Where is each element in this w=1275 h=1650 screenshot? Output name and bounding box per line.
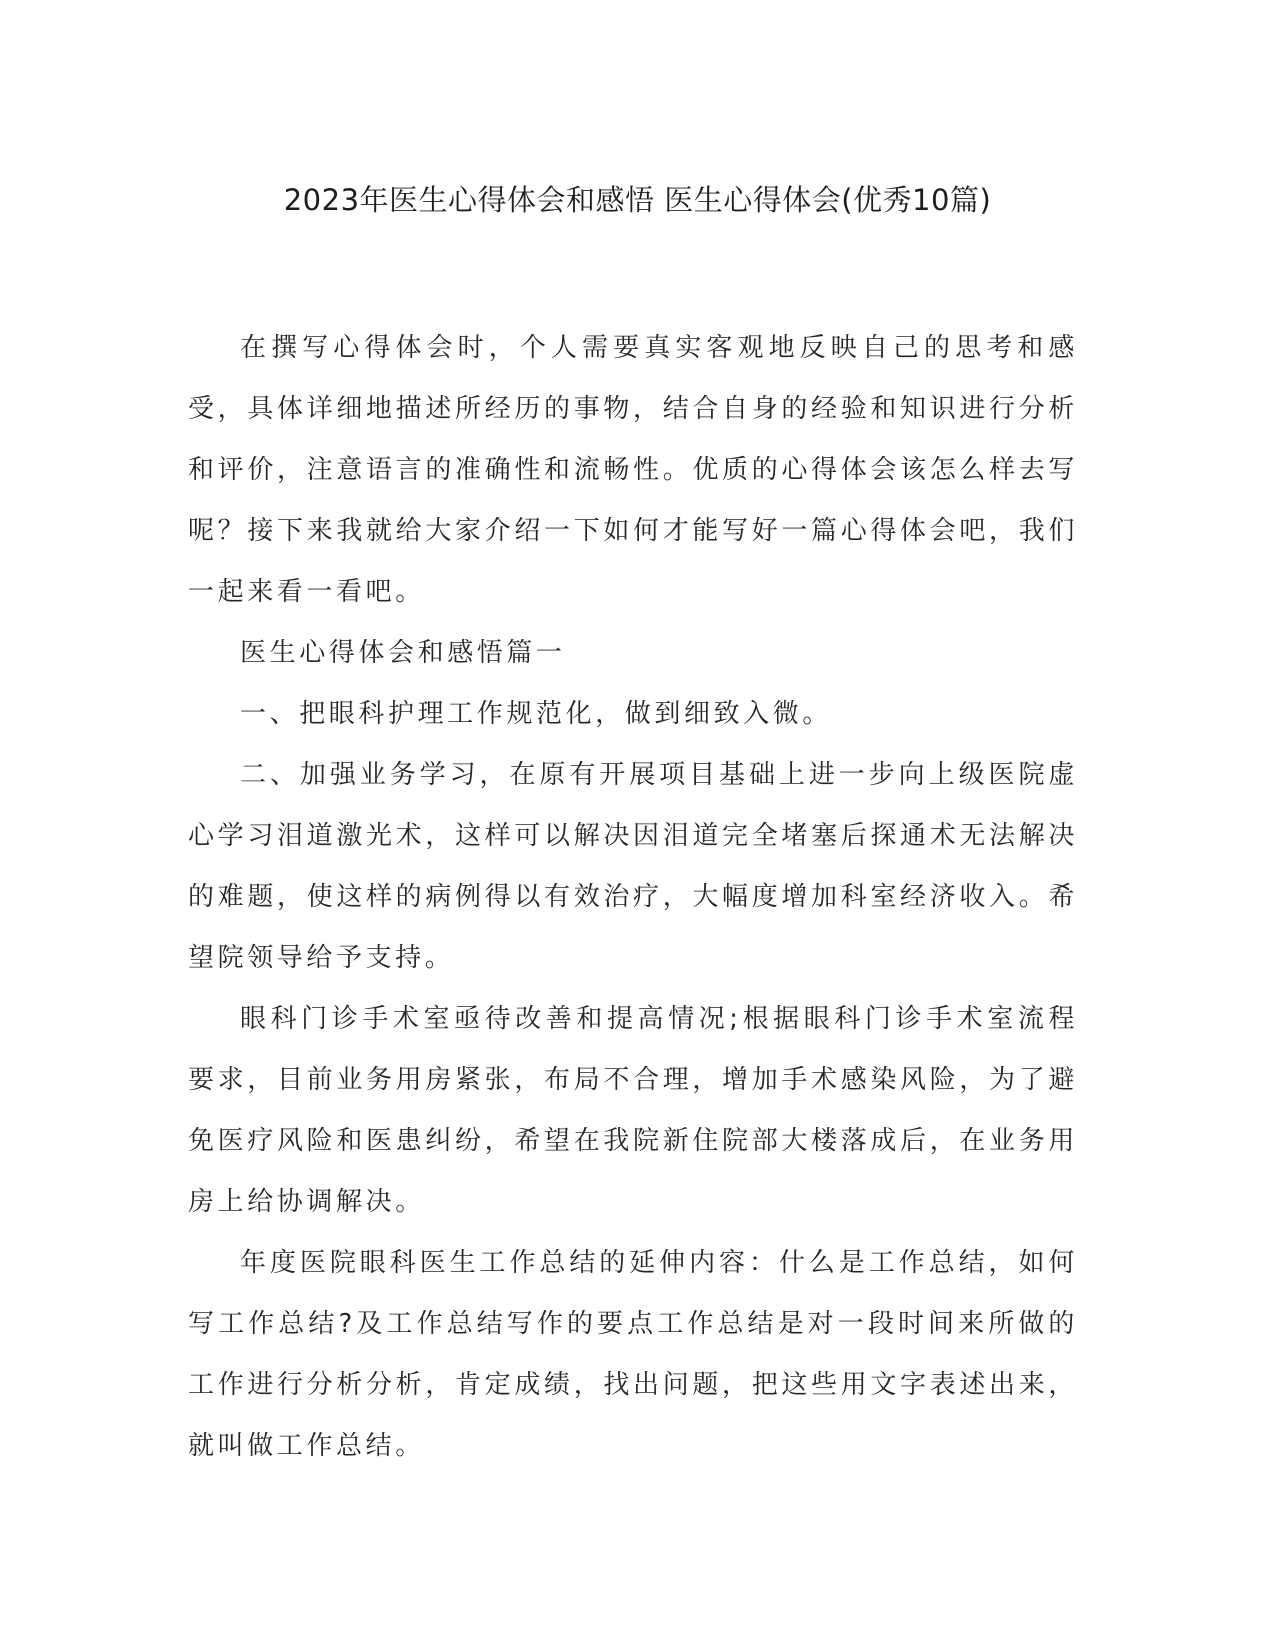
document-body	[188, 318, 1078, 1477]
paragraph-operating-room: 眼科门诊手术室亟待改善和提高情况;根据眼科门诊手术室流程要求，目前业务用房紧张，布局不合理，增加手术感染风险，为了避免医疗风险和医患纠纷，希望在我院新住院部大楼落成后，在业务用房上给协调解决。	[188, 1004, 1078, 1217]
paragraph-item-2: 二、加强业务学习，在原有开展项目基础上进一步向上级医院虚心学习泪道激光术，这样可以解决因泪道完全堵塞后探通术无法解决的难题，使这样的病例得以有效治疗，大幅度增加科室经济收入。希望院领导给予支持。	[188, 760, 1078, 973]
document-title: 2023年医生心得体会和感悟 医生心得体会(优秀10篇)	[283, 183, 992, 217]
section-heading: 医生心得体会和感悟篇一	[240, 638, 566, 668]
paragraph-extension: 年度医院眼科医生工作总结的延伸内容：什么是工作总结，如何写工作总结?及工作总结写作的要点工作总结是对一段时间来所做的工作进行分析分析，肯定成绩，找出问题，把这些用文字表述出来，就叫做工作总结。	[188, 1248, 1078, 1461]
paragraph-item-1: 一、把眼科护理工作规范化，做到细致入微。	[240, 699, 833, 729]
intro-paragraph: 在撰写心得体会时，个人需要真实客观地反映自己的思考和感受，具体详细地描述所经历的事物，结合自身的经验和知识进行分析和评价，注意语言的准确性和流畅性。优质的心得体会该怎么样去写呢？接下来我就给大家介绍一下如何才能写好一篇心得体会吧，我们一起来看一看吧。	[188, 333, 1078, 607]
